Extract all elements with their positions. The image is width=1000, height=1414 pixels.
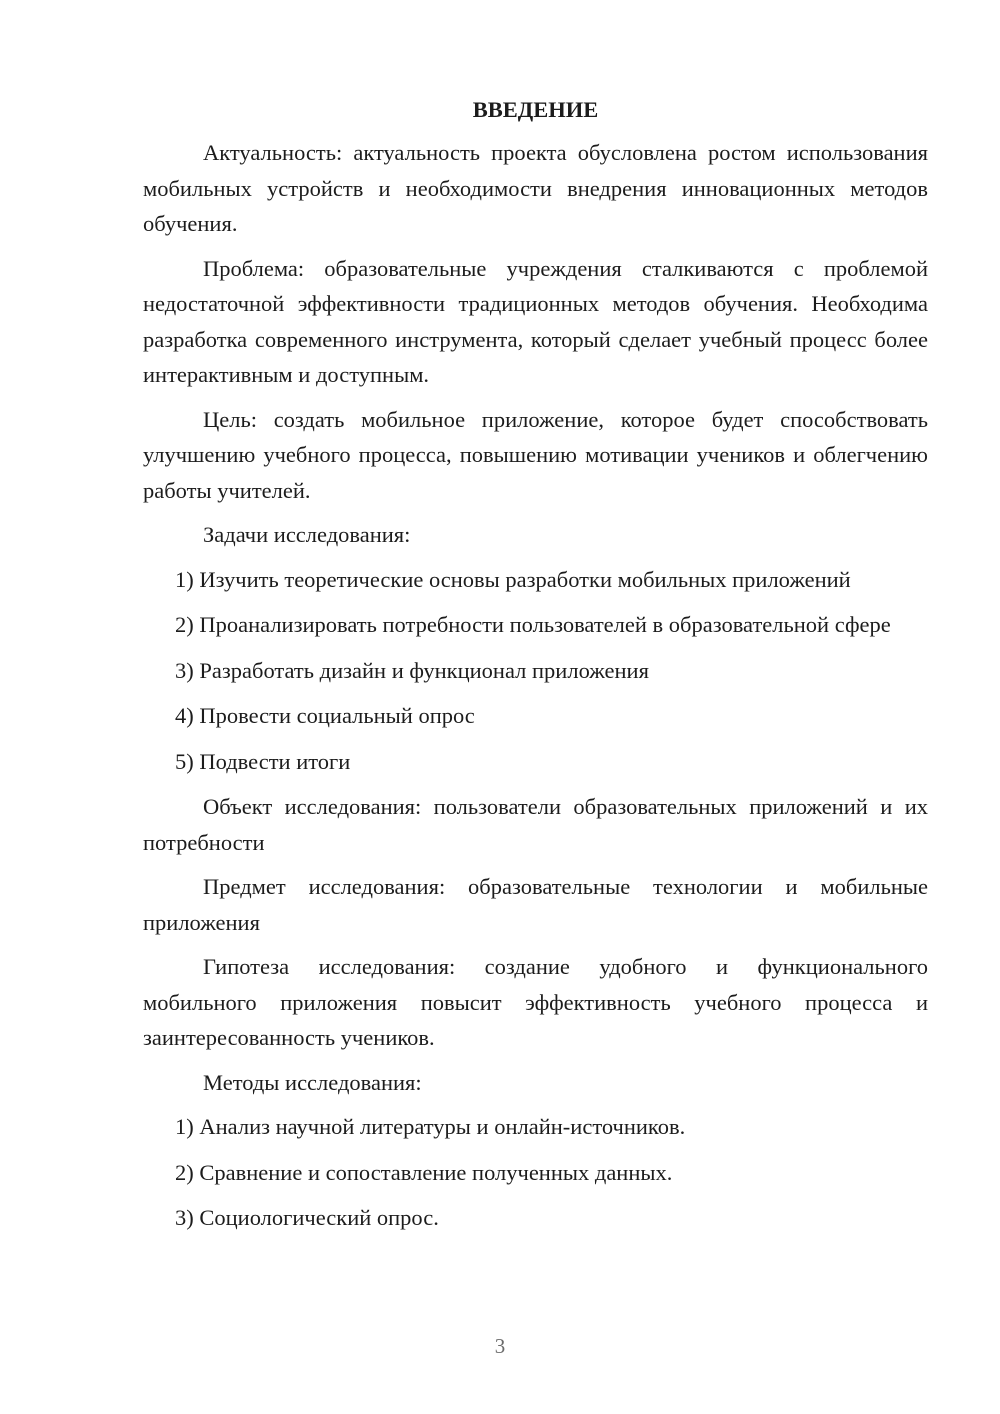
- task-item: 2) Проанализировать потребности пользователей в образовательной сфере: [175, 612, 891, 637]
- hypothesis-paragraph: Гипотеза исследования: создание удобного и функционального мобильного приложения повысит эффективность учебного процесса и заинтересованность учеников.: [143, 954, 928, 1050]
- tasks-heading: Задачи исследования:: [203, 522, 411, 547]
- object-paragraph: Объект исследования: пользователи образовательных приложений и их потребности: [143, 794, 928, 855]
- task-item: 1) Изучить теоретические основы разработки мобильных приложений: [175, 566, 851, 592]
- task-item: 5) Подвести итоги: [175, 748, 351, 774]
- task-item: 3) Разработать дизайн и функционал приложения: [175, 657, 649, 683]
- method-item: 3) Социологический опрос.: [175, 1205, 439, 1230]
- methods-heading: Методы исследования:: [203, 1069, 422, 1095]
- subject-paragraph: Предмет исследования: образовательные технологии и мобильные приложения: [143, 874, 928, 935]
- goal-paragraph: Цель: создать мобильное приложение, которое будет способствовать улучшению учебного процесса, повышению мотивации учеников и облегчению работы учителей.: [143, 406, 928, 503]
- task-item: 4) Провести социальный опрос: [175, 703, 475, 728]
- page-number: 3: [494, 1334, 506, 1358]
- problem-paragraph: Проблема: образовательные учреждения сталкиваются с проблемой недостаточной эффективности традиционных методов обучения. Необходима разработка современного инструмента, который сделает учебный процесс более интерактивным и доступным.: [143, 255, 928, 387]
- method-item: 1) Анализ научной литературы и онлайн-источников.: [175, 1114, 686, 1139]
- method-item: 2) Сравнение и сопоставление полученных данных.: [175, 1159, 673, 1185]
- section-title: ВВЕДЕНИЕ: [472, 97, 599, 122]
- relevance-paragraph: Актуальность: актуальность проекта обусловлена ростом использования мобильных устройств и необходимости внедрения инновационных методов обучения.: [143, 140, 928, 236]
- document-page: [143, 95, 928, 1246]
